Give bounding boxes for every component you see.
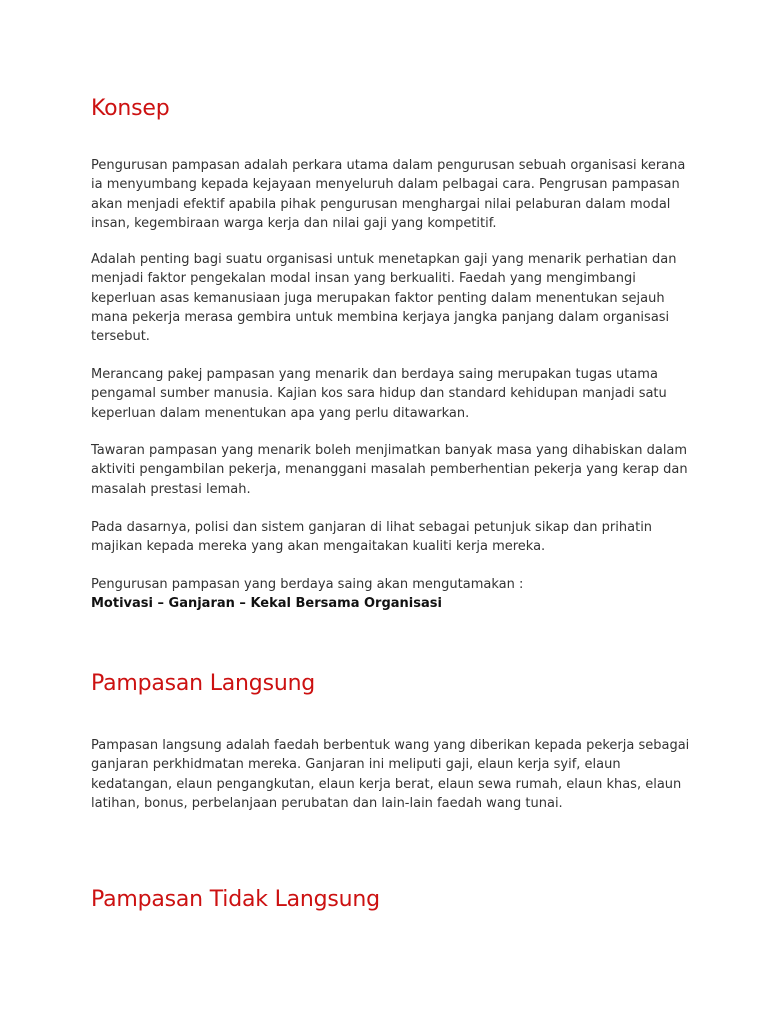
closing-line: Pengurusan pampasan yang berdaya saing akan mengutamakan : xyxy=(91,577,524,592)
paragraph-konsep-2: Adalah penting bagi suatu organisasi untuk menetapkan gaji yang menarik perhatian dan menjadi faktor pengekalan modal insan yang berkualiti. Faedah yang mengimbangi keperluan asas kemanusiaan juga merupakan faktor penting dalam menentukan sejauh mana pekerja merasa gembira untuk membina kerjaya jangka panjang dalam organisasi tersebut. xyxy=(91,252,677,345)
paragraph-pampasan-langsung: Pampasan langsung adalah faedah berbentuk wang yang diberikan kepada pekerja sebagai ganjaran perkhidmatan mereka. Ganjaran ini meliputi gaji, elaun kerja syif, elaun kedatangan, elaun pengangkutan, elaun kerja berat, elaun sewa rumah, elaun khas, elaun latihan, bonus, perbelanjaan perubatan dan lain-lain faedah wang tunai. xyxy=(91,738,690,811)
paragraph-konsep-5: Pada dasarnya, polisi dan sistem ganjaran di lihat sebagai petunjuk sikap dan prihatin majikan kepada mereka yang akan mengaitakan kualiti kerja mereka. xyxy=(91,520,653,555)
paragraph-konsep-3: Merancang pakej pampasan yang menarik dan berdaya saing merupakan tugas utama pengamal sumber manusia. Kajian kos sara hidup dan standard kehidupan manjadi satu keperluan dalam menentukan apa yang perlu ditawarkan. xyxy=(91,367,667,421)
paragraph-konsep-1: Pengurusan pampasan adalah perkara utama dalam pengurusan sebuah organisasi kerana ia menyumbang kepada kejayaan menyeluruh dalam pelbagai cara. Pengrusan pampasan akan menjadi efektif apabila pihak pengurusan menghargai nilai pelaburan dalam modal insan, kegembiraan warga kerja dan nilai gaji yang kompetitif. xyxy=(91,158,686,231)
closing-strong-line: Motivasi – Ganjaran – Kekal Bersama Organisasi xyxy=(91,596,442,611)
heading-pampasan-tidak-langsung: Pampasan Tidak Langsung xyxy=(91,887,380,912)
heading-konsep: Konsep xyxy=(91,96,170,121)
heading-pampasan-langsung: Pampasan Langsung xyxy=(91,671,316,696)
paragraph-konsep-4: Tawaran pampasan yang menarik boleh menjimatkan banyak masa yang dihabiskan dalam aktiviti pengambilan pekerja, menanggani masalah pemberhentian pekerja yang kerap dan masalah prestasi lemah. xyxy=(91,443,688,497)
